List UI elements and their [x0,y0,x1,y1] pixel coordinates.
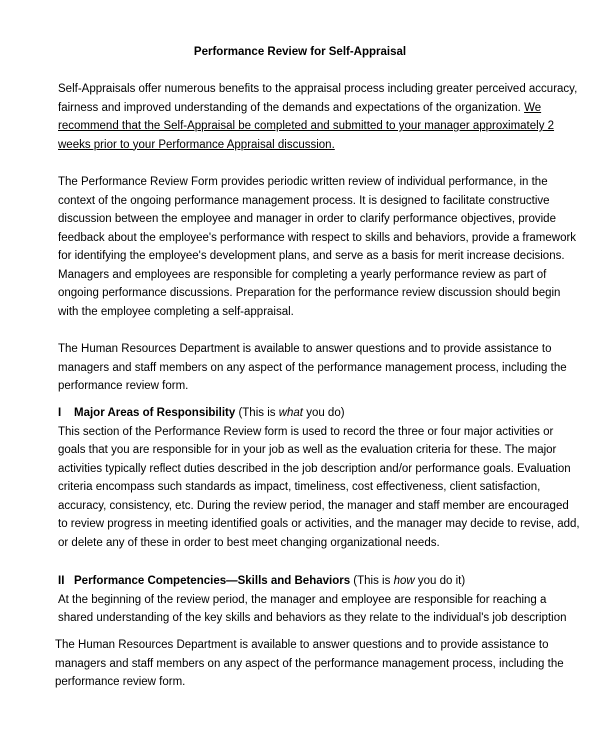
section-major-areas [58,404,580,552]
section-number: I [58,407,62,419]
recommendation-text: We [524,101,542,114]
paragraph-line: shared understanding of the key skills and behaviors as they relate to the individual's job description [58,612,567,624]
paragraph-line: feedback about the employee's performance with respect to skills and behaviors, provide a framework [58,231,577,244]
paragraph-line: ongoing performance discussions. Preparation for the performance review discussion should begin [58,287,561,299]
section-heading: II Performance Competencies—Skills and Behaviors (This is how you do it) [58,572,567,591]
paragraph-line: criteria encompass such standards as impact, timeliness, cost effectiveness, client satisfaction, [58,481,541,493]
paragraph-line: This section of the Performance Review form is used to record the three or four major activities or [58,425,554,438]
paragraph-line: goals that you are responsible for in your job as well as the evaluation criteria for these. The major [58,444,557,456]
paragraph-line: The Performance Review Form provides periodic written review of individual performance, in the [58,176,548,188]
document-title: Performance Review for Self-Appraisal [193,46,407,58]
section-title: Performance Competencies—Skills and Behaviors [74,575,351,587]
hr-paragraph-repeat [55,636,564,692]
paragraph-line: The Human Resources Department is available to answer questions and to provide assistance to [55,639,549,651]
paragraph-line: with the employee completing a self-appraisal. [58,305,294,318]
paragraph-line: to review progress in meeting identified goals or activities, and the manager may decide to revise, add, [58,518,580,530]
paragraph-line: discussion between the employee and manager in order to clarify performance objectives, provide [58,213,556,225]
paragraph-line: context of the ongoing performance management process. It is designed to facilitate constructive [58,194,550,207]
hr-paragraph [58,340,567,396]
paragraph-line: At the beginning of the review period, the manager and employee are responsible for reaching a [58,593,547,606]
intro-line: Self-Appraisals offer numerous benefits to the appraisal process including greater perceived accuracy, [58,83,578,95]
paragraph-line: managers and staff members on any aspect of the performance management process, including the [55,657,564,670]
paragraph-line: performance review form. [55,676,186,688]
section-title: Major Areas of Responsibility [74,407,236,419]
intro-line [58,117,577,136]
paragraph-line: managers and staff members on any aspect of the performance management process, including the [58,361,567,374]
recommendation-text: weeks prior to your Performance Appraisal discussion. [58,138,335,151]
paragraph-line: Managers and employees are responsible for completing a yearly performance review as part of [58,268,547,281]
section-number: II [58,575,65,587]
paragraph-line: The Human Resources Department is available to answer questions and to provide assistance to [58,343,552,355]
paragraph-line: activities typically reflect duties described in the job description and/or performance goals. Evaluation [58,462,571,475]
section-heading: I Major Areas of Responsibility (This is what you do) [58,404,580,423]
intro-paragraph [58,80,577,154]
paragraph-line: accuracy, consistency, etc. During the review period, the manager and staff member are encouraged [58,499,569,512]
intro-line [58,136,577,155]
intro-line: fairness and improved understanding of the demands and expectations of the organization. We [58,101,542,114]
review-form-paragraph [58,173,576,321]
recommendation-text: recommend that the Self-Appraisal be completed and submitted to your manager approximately 2 [58,120,555,132]
paragraph-line: performance review form. [58,380,189,392]
paragraph-line: for identifying the employee's development plans, and serve as a basis for merit increase decisions. [58,250,565,262]
section-competencies [58,572,567,628]
paragraph-line: or delete any of these in order to best meet changing organizational needs. [58,536,440,549]
